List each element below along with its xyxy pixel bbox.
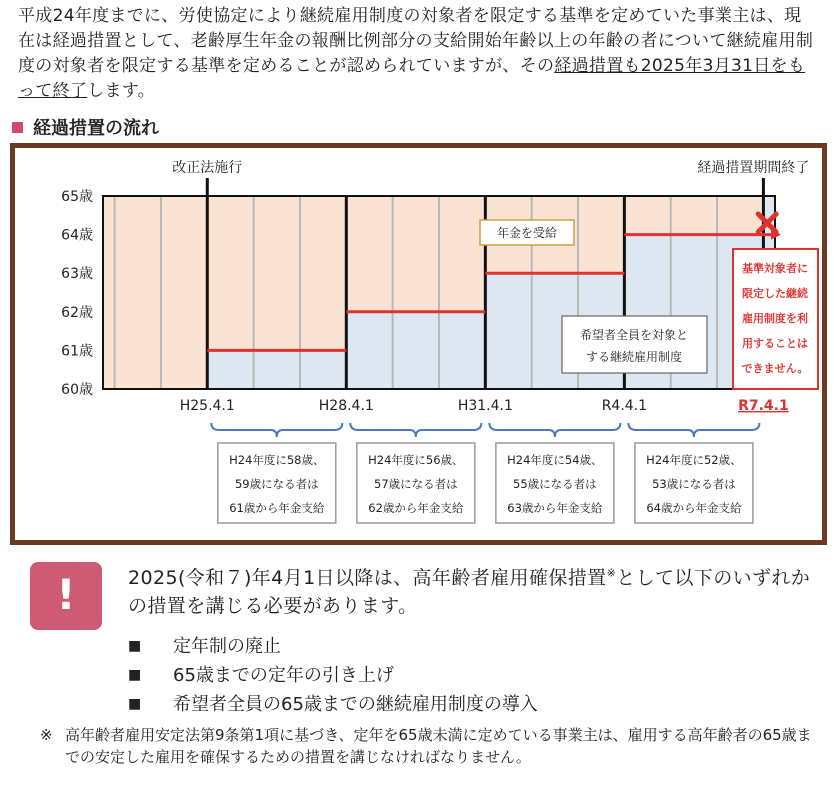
bullet-icon: ■ — [128, 638, 142, 654]
alert-callout — [30, 562, 102, 630]
exclamation-icon: ! — [56, 570, 76, 619]
transition-chart — [15, 148, 822, 540]
continuation-label-box — [562, 316, 707, 373]
x-tick-label: H25.4.1 — [179, 398, 235, 414]
period-desc-line: 59歳になる者は — [234, 477, 319, 491]
period-desc-line: H24年度に56歳、 — [368, 453, 464, 467]
intro-text-2: します。 — [87, 81, 156, 101]
period-desc-line: H24年度に54歳、 — [507, 453, 603, 467]
notice-mark: ※ — [606, 566, 617, 580]
continuation-label-line: 希望者全員を対象と — [579, 328, 689, 342]
period-desc-line: 55歳になる者は — [513, 477, 597, 491]
footnote-text: 高年齢者雇用安定法第9条第1項に基づき、定年を65歳未満に定めている事業主は、雇用する高年齢者の65歳までの安定した雇用を確保するための措置を講じなければなりません。 — [65, 726, 812, 766]
section-title-text: 経過措置の流れ — [33, 118, 159, 139]
y-tick-label: 65歳 — [61, 189, 93, 205]
ban-label-line: できません。 — [741, 362, 809, 375]
square-bullet-icon — [12, 122, 23, 133]
bullet-icon: ■ — [128, 696, 142, 712]
ban-label-line: 雇用制度を利 — [742, 312, 808, 325]
period-desc-line: 64歳から年金支給 — [646, 501, 742, 515]
ban-label-line: 用することは — [742, 337, 808, 350]
bullet-icon: ■ — [128, 667, 142, 683]
period-desc-line: 53歳になる者は — [652, 477, 736, 491]
ban-label-line: 基準対象者に — [742, 262, 808, 275]
period-desc-line: H24年度に52歳、 — [646, 453, 742, 467]
period-bracket — [350, 423, 481, 437]
chart-frame — [10, 143, 827, 545]
intro-text-1: 平成24年度までに、労使協定により継続雇用制度の対象者を限定する基準を定めていた事業主は、現在は経過措置として、老齢厚生年金の報酬比例部分の支給開始年齢以上の年齢の者について継続雇用制度の対象者を限定する基準を定めることが認められていますが、その — [18, 6, 814, 76]
intro-underlined-text: 経過措置も2025年3月31日をもって終了 — [18, 56, 806, 101]
period-desc-line: 63歳から年金支給 — [507, 501, 603, 515]
upper-fill — [346, 196, 485, 312]
upper-fill — [624, 196, 763, 235]
upper-fill — [207, 196, 346, 350]
measure-text: 定年制の廃止 — [173, 636, 281, 657]
y-tick-label: 64歳 — [61, 227, 93, 244]
x-tick-label: R4.4.1 — [601, 398, 648, 414]
intro-paragraph — [18, 4, 818, 104]
lower-fill — [207, 350, 346, 389]
measure-text: 65歳までの定年の引き上げ — [173, 665, 394, 686]
period-desc-line: 57歳になる者は — [374, 477, 458, 491]
pension-label: 年金を受給 — [496, 226, 558, 240]
x-tick-label: H31.4.1 — [457, 398, 513, 414]
x-tick-label: R7.4.1 — [738, 398, 789, 414]
list-item — [128, 661, 538, 690]
lower-fill — [346, 312, 485, 389]
period-desc-line: 61歳から年金支給 — [229, 501, 325, 515]
list-item — [128, 632, 538, 661]
y-tick-label: 60歳 — [61, 382, 93, 398]
y-tick-label: 63歳 — [61, 266, 93, 283]
measures-list — [128, 632, 538, 719]
notice-text — [128, 564, 818, 620]
measure-text: 希望者全員の65歳までの継続雇用制度の導入 — [173, 694, 538, 715]
period-desc-line: H24年度に58歳、 — [229, 453, 325, 467]
y-tick-label: 61歳 — [61, 343, 93, 360]
x-tick-label: H28.4.1 — [318, 398, 374, 414]
pre-period-fill — [103, 196, 207, 389]
period-bracket — [489, 423, 620, 437]
footnote-mark: ※ — [40, 726, 53, 744]
period-bracket — [628, 423, 759, 437]
top-label-start: 改正法施行 — [172, 160, 243, 176]
period-desc-line: 62歳から年金支給 — [368, 501, 464, 515]
top-label-end: 経過措置期間終了 — [697, 160, 810, 176]
continuation-label-line: する継続雇用制度 — [585, 350, 683, 364]
section-title — [12, 114, 159, 140]
ban-label-line: 限定した継続 — [742, 287, 808, 300]
period-bracket — [211, 423, 342, 437]
notice-text-rest: として以下のいずれかの措置を講じる必要があります。 — [128, 567, 811, 617]
y-tick-label: 62歳 — [61, 304, 93, 321]
list-item — [128, 690, 538, 719]
notice-text-main: 2025(令和７)年4月1日以降は、高年齢者雇用確保措置 — [128, 567, 607, 589]
